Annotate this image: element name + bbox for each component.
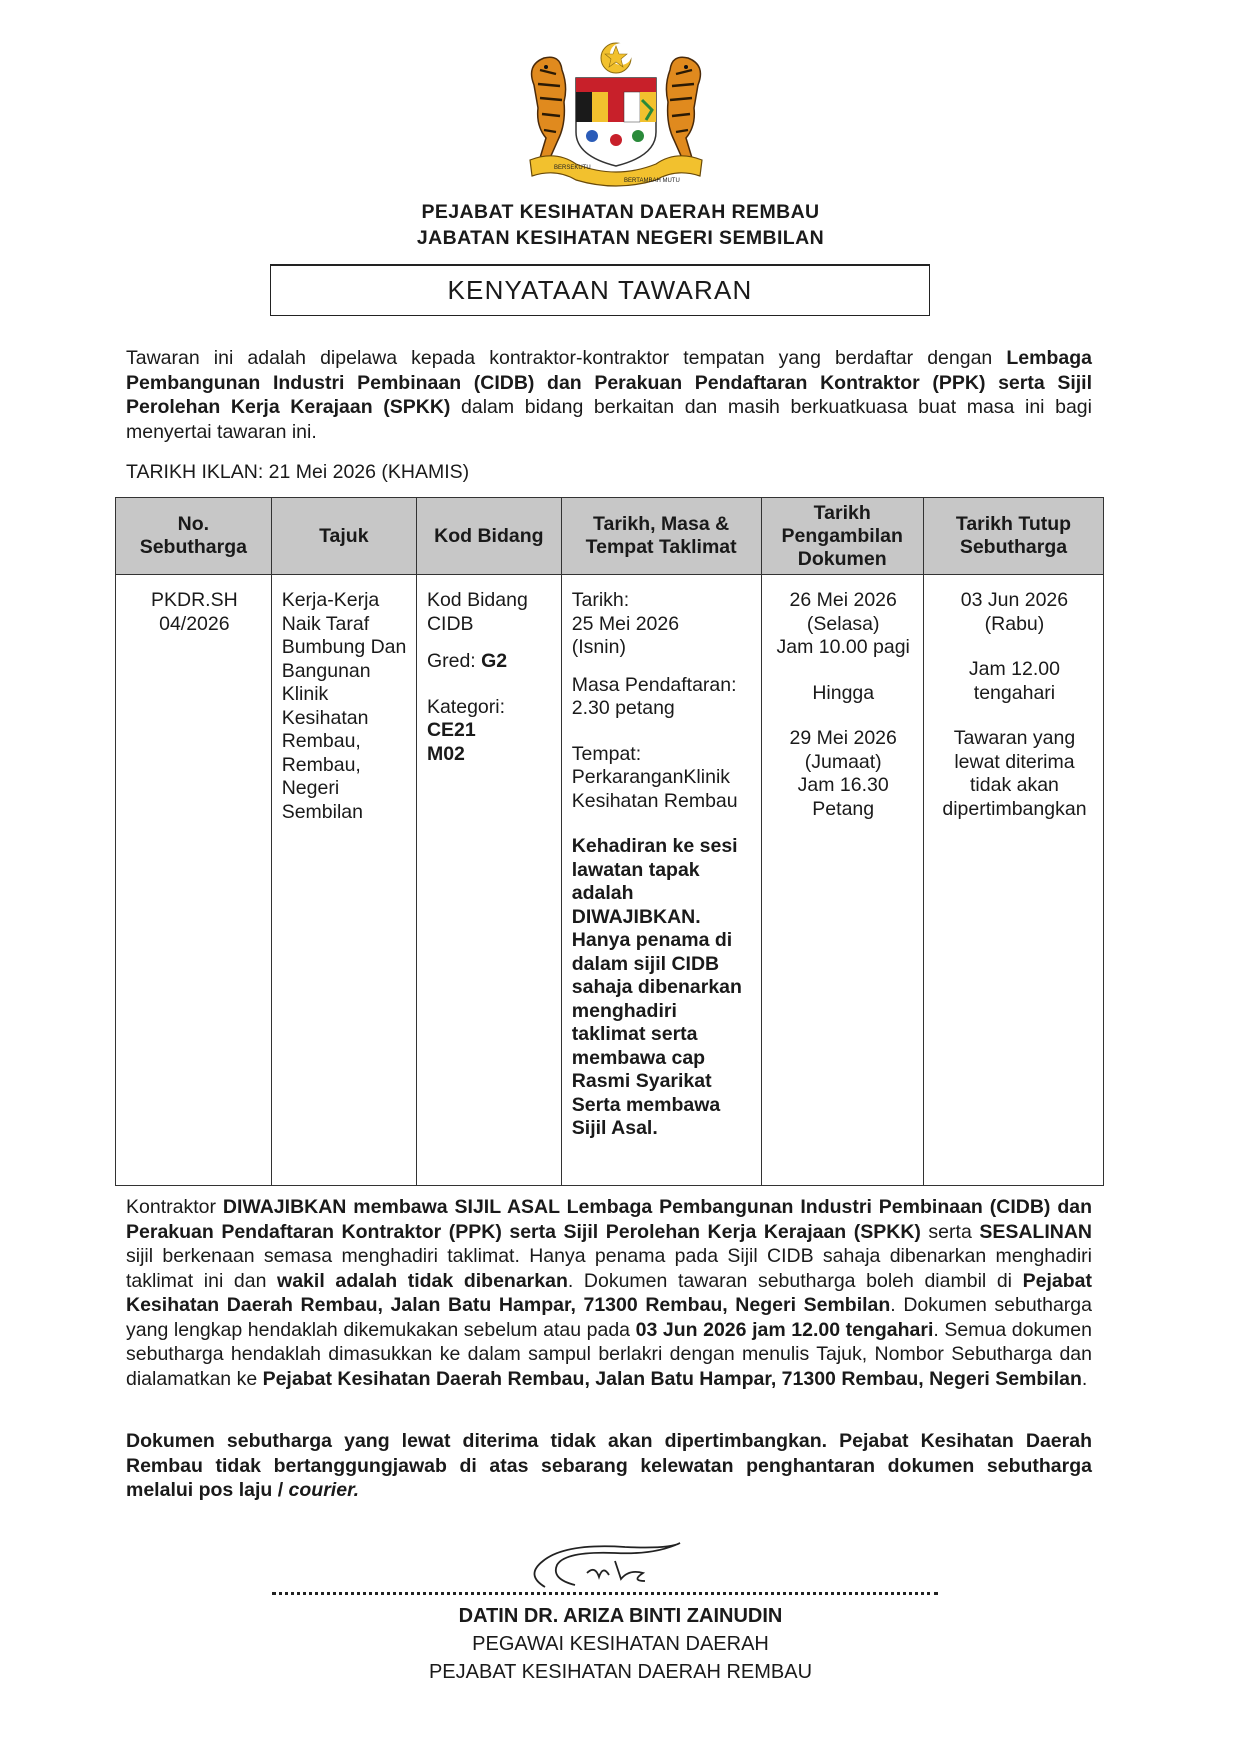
intro-text-1: Tawaran ini adalah dipelawa kepada kontraktor-kontraktor tempatan yang berdaftar dengan xyxy=(126,347,1007,369)
late-notice-text: Dokumen sebutharga yang lewat diterima tidak akan dipertimbangkan. Pejabat Kesihatan Daerah Rembau tidak bertanggungjawab di atas sebarang kelewatan penghantaran dokumen sebutharga melalui pos laju / xyxy=(126,1430,1092,1501)
scroll-text-right: BERTAMBAH MUTU xyxy=(624,178,680,184)
kategori-value-2: M02 xyxy=(426,742,465,765)
signature-line xyxy=(272,1586,938,1595)
intro-bold-text: Lembaga Pembangunan Industri Pembinaan (CIDB) dan Perakuan Pendaftaran Kontraktor (PPK) serta Sijil Perolehan Kerja Kerajaan (SPKK) xyxy=(126,347,1092,418)
coat-of-arms-emblem xyxy=(516,40,716,190)
notice-text-6: . Semua dokumen sebutharga hendaklah dimasukkan ke dalam sampul berlakri dengan menulis Tajuk, Nombor Sebutharga dan dialamatkan ke xyxy=(126,1318,1092,1390)
header-tajuk: Tajuk xyxy=(271,498,416,575)
kod-bidang-cidb: CIDB xyxy=(426,612,474,635)
taklimat-tempat-value: PerkaranganKlinik Kesihatan Rembau xyxy=(571,766,738,812)
notice-bold-2: SESALINAN xyxy=(979,1220,1093,1243)
scroll-text-left: BERSEKUTU xyxy=(554,165,591,171)
tutup-day: (Rabu) xyxy=(984,612,1045,635)
notice-text-3: sijil berkenaan semasa menghadiri taklimat. Hanya penama pada Sijil CIDB sahaja dibenarkan menghadiri taklimat ini dan xyxy=(126,1245,1092,1292)
late-notice-italic: courier. xyxy=(288,1479,359,1501)
tender-number-line1: PKDR.SH xyxy=(151,589,238,611)
shield-icon xyxy=(576,78,656,166)
header-tarikh-tutup: Tarikh Tutup Sebutharga xyxy=(923,498,1103,575)
intro-text-2: dalam bidang berkaitan dan masih berkuatkuasa buat masa ini bagi menyertai tawaran ini. xyxy=(126,396,1092,443)
tutup-note: Tawaran yang lewat diterima tidak akan dipertimbangkan xyxy=(942,727,1087,820)
tender-title: Kerja-Kerja Naik Taraf Bumbung Dan Bangunan Klinik Kesihatan Rembau, Rembau, Negeri Sembilan xyxy=(281,589,407,823)
taklimat-tarikh-day: (Isnin) xyxy=(571,636,626,658)
signatory-name: DATIN DR. ARIZA BINTI ZAINUDIN xyxy=(458,1605,783,1627)
advertisement-date: TARIKH IKLAN: 21 Mei 2026 (KHAMIS) xyxy=(126,461,470,483)
taklimat-masa-value: 2.30 petang xyxy=(571,697,675,719)
gred xyxy=(427,650,553,674)
header-no-sebutharga: No. Sebutharga xyxy=(116,498,272,575)
late-submission-notice xyxy=(126,1429,1092,1503)
notice-text-5: . Dokumen sebutharga yang lengkap hendaklah dikemukakan sebelum atau pada xyxy=(126,1294,1092,1341)
kategori-value-1: CE21 xyxy=(426,719,476,741)
tutup-date: 03 Jun 2026 xyxy=(960,589,1069,611)
taklimat-tarikh-label: Tarikh: xyxy=(571,589,630,611)
gred-label: Gred: xyxy=(426,650,482,672)
intro-paragraph xyxy=(126,346,1092,444)
document-title-text: KENYATAAN TAWARAN xyxy=(447,275,753,305)
star-crescent-icon xyxy=(601,43,632,73)
notice-text-4: . Dokumen tawaran sebutharga boleh diambil di xyxy=(567,1269,1023,1292)
notice-bold-5: 03 Jun 2026 jam 12.00 tengahari xyxy=(635,1318,934,1341)
kehadiran-notice: Kehadiran ke sesi lawatan tapak adalah DIWAJIBKAN. Hanya penama di dalam sijil CIDB sahaja dibenarkan menghadiri taklimat serta membawa cap Rasmi Syarikat Serta membawa Sijil Asal. xyxy=(571,835,742,1139)
notice-bold-3: wakil adalah tidak dibenarkan xyxy=(277,1269,568,1292)
ambil-end-day: (Jumaat) xyxy=(804,750,882,773)
table-row xyxy=(116,575,1104,1186)
notice-text-2: serta xyxy=(920,1220,980,1243)
document-title xyxy=(270,264,930,316)
ambil-end-time: Jam 16.30 Petang xyxy=(797,774,889,820)
signatory-office: PEJABAT KESIHATAN DAERAH REMBAU xyxy=(428,1661,813,1683)
left-tiger-icon xyxy=(532,57,566,158)
cell-pengambilan-dokumen xyxy=(761,575,923,1186)
ambil-hingga: Hingga xyxy=(812,681,875,704)
tender-number-line2: 04/2026 xyxy=(159,612,230,635)
cell-kod-bidang xyxy=(416,575,561,1186)
ambil-start-time: Jam 10.00 pagi xyxy=(776,636,910,658)
cell-no-sebutharga xyxy=(116,575,272,1186)
tutup-time: Jam 12.00 tengahari xyxy=(968,658,1060,704)
office-name-heading: PEJABAT KESIHATAN DAERAH REMBAU xyxy=(421,201,820,223)
taklimat-tarikh-value: 25 Mei 2026 xyxy=(571,612,680,635)
header-pengambilan-dokumen: Tarikh Pengambilan Dokumen xyxy=(761,498,923,575)
gred-value: G2 xyxy=(481,650,508,672)
notice-bold-1: DIWAJIBKAN membawa SIJIL ASAL Lembaga Pembangunan Industri Pembinaan (CIDB) dan Perakuan Pendaftaran Kontraktor (PPK) serta Sijil Perolehan Kerja Kerajaan (SPKK) xyxy=(126,1196,1092,1243)
kategori-label: Kategori: xyxy=(426,695,506,718)
ambil-start-day: (Selasa) xyxy=(806,612,880,635)
ambil-start-date: 26 Mei 2026 xyxy=(789,589,897,611)
department-name-heading: JABATAN KESIHATAN NEGERI SEMBILAN xyxy=(416,227,825,249)
handwritten-signature xyxy=(505,1525,690,1595)
notice-bold-6: Pejabat Kesihatan Daerah Rembau, Jalan Batu Hampar, 71300 Rembau, Negeri Sembilan xyxy=(262,1367,1082,1390)
taklimat-masa-label: Masa Pendaftaran: xyxy=(571,673,737,696)
signatory-position: PEGAWAI KESIHATAN DAERAH xyxy=(472,1633,769,1655)
taklimat-tempat-label: Tempat: xyxy=(571,742,642,765)
cell-tajuk xyxy=(271,575,416,1186)
ambil-end-date: 29 Mei 2026 xyxy=(789,727,897,749)
notice-bold-4: Pejabat Kesihatan Daerah Rembau, Jalan Batu Hampar, 71300 Rembau, Negeri Sembilan xyxy=(126,1269,1092,1316)
cell-tarikh-tutup xyxy=(923,575,1103,1186)
tender-table xyxy=(115,497,1104,1186)
header-taklimat: Tarikh, Masa & Tempat Taklimat xyxy=(561,498,761,575)
notice-text-1: Kontraktor xyxy=(126,1196,223,1218)
header-kod-bidang: Kod Bidang xyxy=(416,498,561,575)
table-header-row xyxy=(116,498,1104,575)
kod-bidang-label: Kod Bidang xyxy=(426,589,528,611)
contractor-notice-paragraph xyxy=(126,1195,1092,1391)
notice-text-7: . xyxy=(1081,1367,1088,1390)
cell-taklimat xyxy=(561,575,761,1186)
right-tiger-icon xyxy=(666,57,700,158)
